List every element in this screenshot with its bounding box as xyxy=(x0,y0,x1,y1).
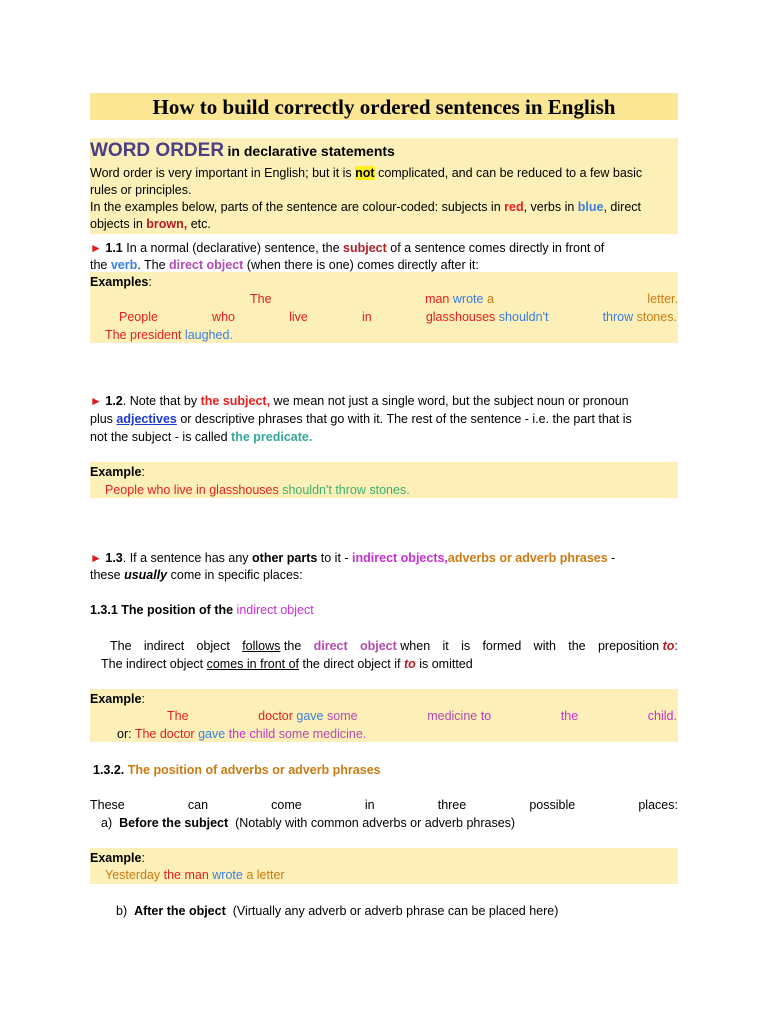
word: it xyxy=(442,639,449,653)
ex-word: some xyxy=(327,709,358,723)
rule-text: to it - xyxy=(317,551,353,565)
ex-word: live xyxy=(289,310,308,324)
rule-1-3-1-line-2 xyxy=(101,656,473,672)
word: These xyxy=(90,798,125,812)
word-group xyxy=(360,638,430,654)
rule-text: plus xyxy=(90,412,117,426)
list-marker: a) xyxy=(101,816,113,830)
word: The xyxy=(110,639,132,653)
rule-1-1-line-2 xyxy=(90,257,479,273)
example-2 xyxy=(119,309,677,325)
indirect-object-term: indirect object xyxy=(236,603,314,617)
ex-group xyxy=(603,309,677,325)
rule-text: is omitted xyxy=(415,657,473,671)
other-parts-term: other parts xyxy=(252,551,318,565)
to-term: to xyxy=(662,639,675,653)
ex-word: the child xyxy=(228,727,276,741)
rule-1-3-line-1 xyxy=(90,550,678,566)
example-1 xyxy=(167,708,677,724)
ex-word: the xyxy=(560,709,579,723)
list-item-a xyxy=(101,815,515,831)
colon: : xyxy=(141,692,145,706)
list-item-text: (Notably with common adverbs or adverb phrases) xyxy=(235,816,516,830)
intro-line-4 xyxy=(90,216,211,232)
ex-word: a xyxy=(486,292,494,306)
example-label: Example xyxy=(90,851,142,865)
ex-word: gave xyxy=(198,727,226,741)
ex-word: throw xyxy=(602,310,634,324)
word: come xyxy=(271,798,302,812)
intro-line-1 xyxy=(90,165,642,181)
ex-word: gave xyxy=(296,709,324,723)
ex-word: doctor xyxy=(258,709,293,723)
example-2 xyxy=(117,726,366,742)
ex-subject: People who live in glasshouses xyxy=(105,483,279,497)
examples-label: Examples xyxy=(90,275,149,289)
intro-line-3 xyxy=(90,199,641,215)
word: indirect xyxy=(143,639,185,653)
blue-label: blue xyxy=(577,200,604,214)
direct-object-term: direct object xyxy=(169,258,244,272)
ex-word: Yesterday xyxy=(105,868,161,882)
example-label: Example xyxy=(90,692,142,706)
rule-text: . The xyxy=(137,258,169,272)
word: the xyxy=(283,639,302,653)
comes-in-front-term: comes in front of xyxy=(206,657,300,671)
subheading-1-3-2 xyxy=(93,762,381,778)
word: the xyxy=(568,639,586,653)
adverbs-term: adverbs or adverb phrases xyxy=(447,551,608,565)
to-term: to xyxy=(403,657,416,671)
rule-text: or descriptive phrases that go with it. The rest of the sentence - i.e. the part that is xyxy=(176,412,632,426)
rule-number: 1.2 xyxy=(105,394,123,408)
word: with xyxy=(533,639,556,653)
rule-text: the direct object if xyxy=(299,657,404,671)
subject-term: subject xyxy=(343,241,387,255)
ex-word: man xyxy=(425,292,450,306)
word: is xyxy=(461,639,471,653)
ex-word: wrote xyxy=(212,868,243,882)
ex-word: glasshouses xyxy=(425,310,496,324)
example-label: Example xyxy=(90,465,142,479)
list-marker: b) xyxy=(116,904,128,918)
example-1 xyxy=(250,291,678,307)
section-heading xyxy=(90,140,395,163)
ex-word: shouldn't xyxy=(498,310,549,324)
intro-text: complicated, and can be reduced to a few basic xyxy=(374,166,643,180)
ex-word: The president xyxy=(105,328,182,342)
direct-term: direct xyxy=(313,639,348,653)
subheading-1-3-1 xyxy=(90,602,314,618)
ex-word: laughed. xyxy=(184,328,233,342)
word: places: xyxy=(638,798,678,812)
ex-word: some medicine. xyxy=(278,727,367,741)
ex-word: in xyxy=(361,310,372,324)
rule-start xyxy=(90,550,615,566)
intro-text: etc. xyxy=(187,217,211,231)
ex-group xyxy=(426,309,549,325)
rule-text: - xyxy=(607,551,616,565)
rule-text: . Note that by xyxy=(122,394,201,408)
rule-1-2-line-2 xyxy=(90,411,632,427)
example-3 xyxy=(105,327,233,343)
ex-word: The doctor xyxy=(134,727,195,741)
rule-1-1-line-1 xyxy=(90,240,604,256)
rule-text: the xyxy=(90,258,111,272)
ex-group xyxy=(427,708,491,724)
arrow-icon: ► xyxy=(90,394,102,408)
rule-text: of a sentence comes directly in front of xyxy=(386,241,605,255)
word: can xyxy=(187,798,209,812)
intro-text: Word order is very important in English; but it is xyxy=(90,166,356,180)
word: possible xyxy=(529,798,576,812)
ex-predicate: shouldn't throw stones. xyxy=(282,483,410,497)
predicate-term: the predicate. xyxy=(231,430,313,444)
example-label-line xyxy=(90,691,145,707)
heading-subtitle: in declarative statements xyxy=(227,143,395,159)
subheading-text: The position of adverbs or adverb phrases xyxy=(127,763,381,777)
arrow-icon: ► xyxy=(90,551,102,565)
object-term: object xyxy=(359,639,397,653)
intro-line-2: rules or principles. xyxy=(90,183,192,197)
example-sentence xyxy=(105,482,410,498)
word: object xyxy=(196,639,230,653)
rule-text: (when there is one) comes directly after it: xyxy=(243,258,479,272)
colon: : xyxy=(674,639,678,653)
red-label: red xyxy=(504,200,524,214)
adjectives-link[interactable]: adjectives xyxy=(116,412,177,426)
word-group xyxy=(242,638,301,654)
ex-word: stones. xyxy=(636,310,677,324)
rule-1-3-line-2 xyxy=(90,567,303,583)
ex-word: who xyxy=(212,310,235,324)
brown-label: brown, xyxy=(146,217,188,231)
rule-1-3-1-line-1 xyxy=(110,638,678,654)
usually-term: usually xyxy=(124,568,168,582)
ex-word: The xyxy=(250,292,272,306)
word: formed xyxy=(482,639,522,653)
list-item-b xyxy=(116,903,558,919)
intro-text: , direct xyxy=(603,200,641,214)
indirect-objects-term: indirect objects, xyxy=(352,551,448,565)
examples-label-line xyxy=(90,274,152,290)
rule-text: In a normal (declarative) sentence, the xyxy=(122,241,344,255)
ex-word: medicine xyxy=(427,709,478,723)
not-highlight: not xyxy=(355,166,375,180)
colon: : xyxy=(141,851,145,865)
word: preposition xyxy=(597,639,660,653)
intro-text: objects in xyxy=(90,217,147,231)
subheading-text: 1.3.1 The position of the xyxy=(90,603,237,617)
rule-text: not the subject - is called xyxy=(90,430,232,444)
ex-word: wrote xyxy=(452,292,484,306)
rule-number: 1.1 xyxy=(105,241,123,255)
rule-1-2-line-1 xyxy=(90,393,629,409)
subheading-number: 1.3.2. xyxy=(93,763,125,777)
ex-word: The xyxy=(167,709,189,723)
arrow-icon: ► xyxy=(90,241,102,255)
title-bar xyxy=(90,93,678,120)
rule-text: these xyxy=(90,568,125,582)
word: in xyxy=(364,798,375,812)
verb-term: verb xyxy=(110,258,138,272)
page-title: How to build correctly ordered sentences in English xyxy=(152,95,616,119)
rule-text: . If a sentence has any xyxy=(122,551,253,565)
rule-text: come in specific places: xyxy=(167,568,303,582)
word-order-heading: WORD ORDER xyxy=(90,140,225,161)
ex-word: the man xyxy=(163,868,209,882)
ex-word: a letter xyxy=(246,868,285,882)
ex-word: to xyxy=(480,709,492,723)
rule-text: we mean not just a single word, but the subject noun or pronoun xyxy=(270,394,629,408)
ex-group xyxy=(425,291,494,307)
ex-group xyxy=(258,708,357,724)
places-line xyxy=(90,797,678,813)
word-group xyxy=(598,638,678,654)
word: when xyxy=(400,639,431,653)
example-label-line xyxy=(90,850,145,866)
rule-text: The indirect object xyxy=(101,657,207,671)
rule-1-2-line-3 xyxy=(90,429,312,445)
the-subject-term: the subject, xyxy=(200,394,271,408)
intro-text: In the examples below, parts of the sentence are colour-coded: subjects in xyxy=(90,200,505,214)
list-item-bold: Before the subject xyxy=(119,816,229,830)
rule-number: 1.3 xyxy=(105,551,123,565)
colon: : xyxy=(141,465,145,479)
intro-text: , verbs in xyxy=(523,200,578,214)
colon: : xyxy=(148,275,152,289)
example-label-line xyxy=(90,464,145,480)
example-sentence xyxy=(105,867,285,883)
or-label: or: xyxy=(117,727,132,741)
list-item-text: (Virtually any adverb or adverb phrase can be placed here) xyxy=(232,904,559,918)
follows-term: follows xyxy=(242,639,281,653)
ex-word: letter. xyxy=(647,292,678,306)
word: three xyxy=(437,798,467,812)
list-item-bold: After the object xyxy=(134,904,226,918)
ex-word: child. xyxy=(647,709,677,723)
ex-word: People xyxy=(119,310,158,324)
